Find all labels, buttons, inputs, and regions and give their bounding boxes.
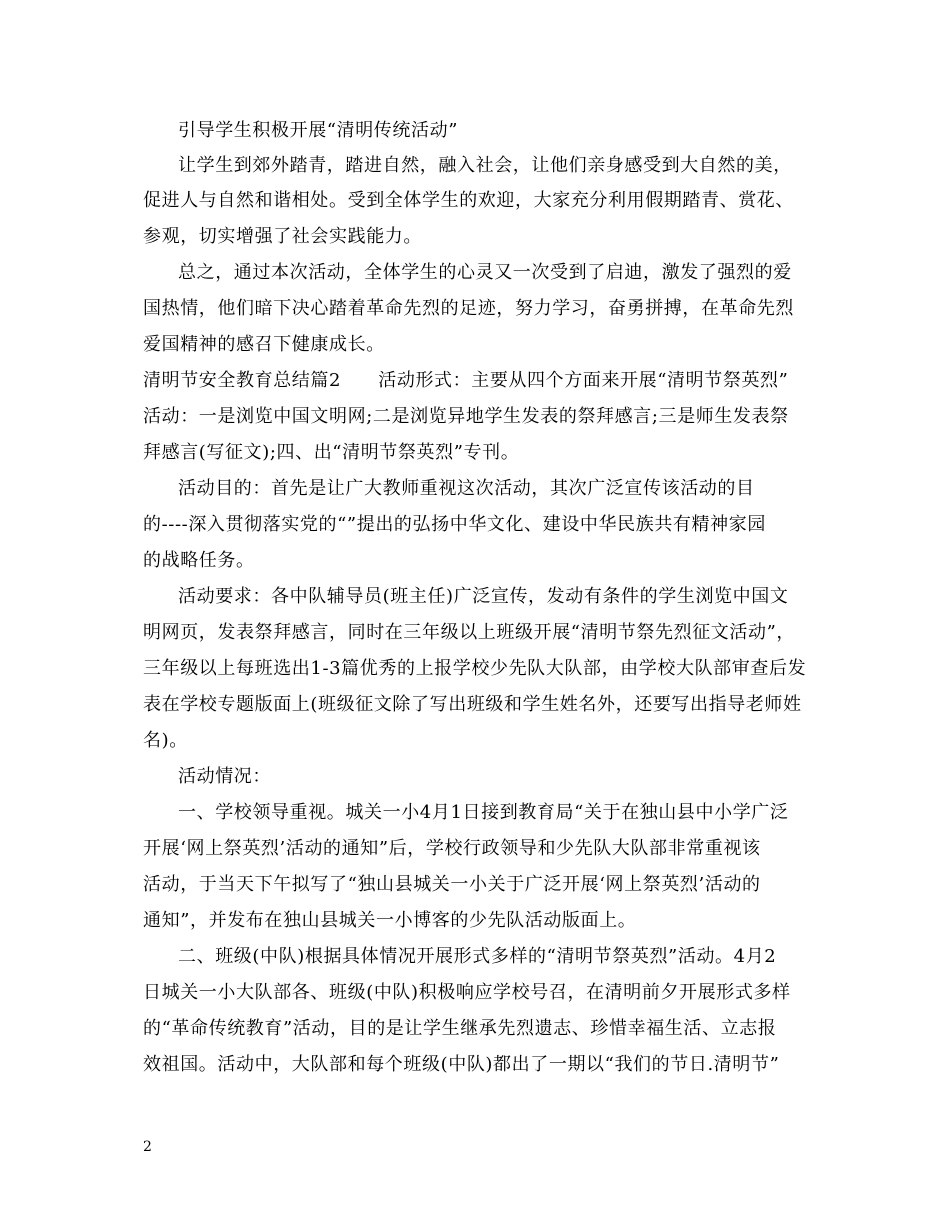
text-line: 的战略任务。 xyxy=(143,550,255,571)
text-line: 清明节安全教育总结篇2 活动形式：主要从四个方面来开展“清明节祭英烈” xyxy=(143,370,789,391)
text-line: 让学生到郊外踏青，踏进自然，融入社会，让他们亲身感受到大自然的美， xyxy=(178,155,792,176)
text-line: 促进人与自然和谐相处。受到全体学生的欢迎，大家充分利用假期踏青、赏花、 xyxy=(143,190,794,211)
text-line: 活动：一是浏览中国文明网;二是浏览异地学生发表的祭拜感言;三是师生发表祭 xyxy=(143,406,789,427)
text-line: 表在学校专题版面上(班级征文除了写出班级和学生姓名外，还要写出指导老师姓 xyxy=(143,694,802,715)
text-line: 国热情，他们暗下决心踏着革命先烈的足迹，努力学习，奋勇拼搏，在革命先烈 xyxy=(143,298,794,319)
text-line: 效祖国。活动中，大队部和每个班级(中队)都出了一期以“我们的节日.清明节” xyxy=(143,1054,780,1075)
page-number: 2 xyxy=(143,1139,152,1155)
text-line: 通知”，并发布在独山县城关一小博客的少先队活动版面上。 xyxy=(143,910,637,931)
text-line: 爱国精神的感召下健康成长。 xyxy=(143,334,385,355)
text-line: 的----深入贯彻落实党的“”提出的弘扬中华文化、建设中华民族共有精神家园 xyxy=(143,514,766,535)
text-line: 三年级以上每班选出1-3篇优秀的上报学校少先队大队部，由学校大队部审查后发 xyxy=(143,658,807,679)
text-line: 活动，于当天下午拟写了“独山县城关一小关于广泛开展‘网上祭英烈’活动的 xyxy=(143,874,761,895)
text-line: 一、学校领导重视。城关一小4月1日接到教育局“关于在独山县中小学广泛 xyxy=(178,802,789,823)
text-line: 明网页，发表祭拜感言，同时在三年级以上班级开展“清明节祭先烈征文活动”， xyxy=(143,622,796,643)
text-line: 活动目的：首先是让广大教师重视这次活动，其次广泛宣传该活动的目 xyxy=(178,478,755,499)
text-line: 活动情况： xyxy=(178,766,271,787)
text-line: 日城关一小大队部各、班级(中队)积极响应学校号召，在清明前夕开展形式多样 xyxy=(143,982,791,1003)
text-line: 活动要求：各中队辅导员(班主任)广泛宣传，发动有条件的学生浏览中国文 xyxy=(178,586,789,607)
text-line: 开展‘网上祭英烈’活动的通知”后，学校行政领导和少先队大队部非常重视该 xyxy=(143,838,761,859)
text-line: 拜感言(写征文);四、出“清明节祭英烈”专刊。 xyxy=(143,442,520,463)
text-line: 名)。 xyxy=(143,730,188,751)
text-line: 总之，通过本次活动，全体学生的心灵又一次受到了启迪，激发了强烈的爱 xyxy=(178,262,792,283)
text-line: 引导学生积极开展“清明传统活动” xyxy=(178,120,459,141)
text-line: 参观，切实增强了社会实践能力。 xyxy=(143,226,422,247)
text-line: 的“革命传统教育”活动，目的是让学生继承先烈遗志、珍惜幸福生活、立志报 xyxy=(143,1018,777,1039)
text-line: 二、班级(中队)根据具体情况开展形式多样的“清明节祭英烈”活动。4月2 xyxy=(178,946,777,967)
